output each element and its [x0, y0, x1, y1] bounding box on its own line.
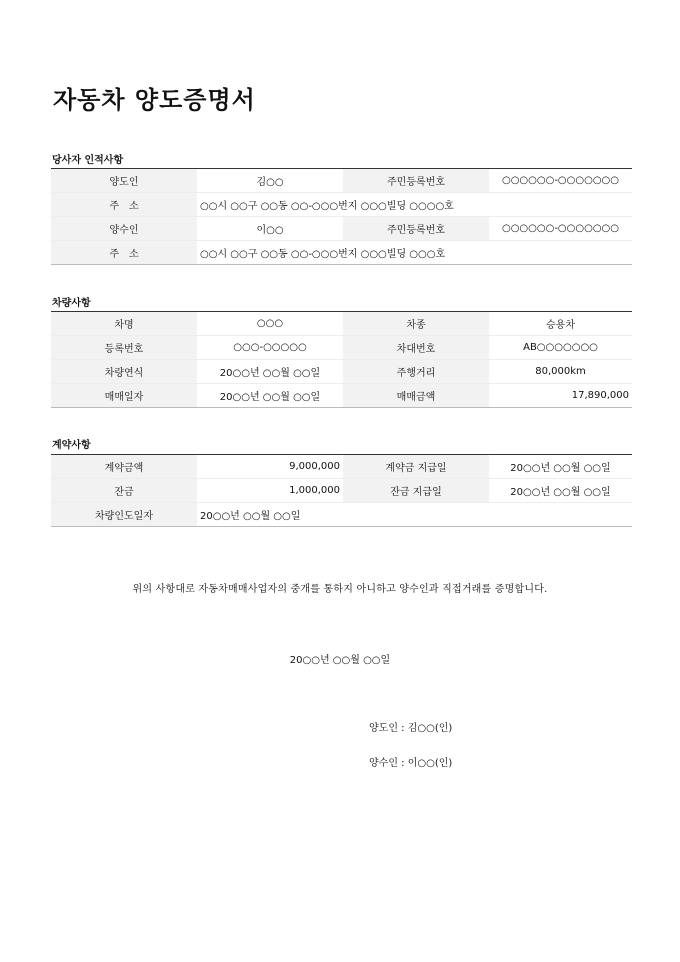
buyer-id: ○○○○○○-○○○○○○○ [489, 217, 632, 241]
balance: 1,000,000 [197, 479, 343, 503]
table-row [51, 193, 632, 217]
vehicle-type-label: 차종 [343, 312, 489, 336]
year-label: 차량연식 [51, 360, 197, 384]
contract-heading: 계약사항 [52, 440, 91, 451]
mileage: 80,000km [489, 360, 632, 384]
deposit: 9,000,000 [197, 455, 343, 479]
seller-address: ○○시 ○○구 ○○동 ○○-○○○번지 ○○○빌딩 ○○○○호 [197, 193, 632, 217]
sale-date: 20○○년 ○○월 ○○일 [219, 392, 321, 403]
buyer-label: 양수인 [51, 217, 197, 241]
table-row [51, 503, 632, 527]
delivery-date: 20○○년 ○○월 ○○일 [200, 511, 301, 522]
seller-signature: 양도인 : 김○○(인) [369, 723, 453, 734]
vehicle-type: 승용차 [489, 312, 632, 336]
sale-amount: 17,890,000 [571, 390, 629, 401]
deposit-date-label: 계약금 지급일 [343, 455, 489, 479]
parties-table [51, 168, 632, 265]
buyer-signature: 양수인 : 이○○(인) [369, 758, 453, 769]
table-row [51, 455, 632, 479]
vehicle-heading: 차량사항 [52, 298, 91, 309]
contract-table [51, 454, 632, 527]
reg-no-label: 등록번호 [51, 336, 197, 360]
table-row [51, 217, 632, 241]
seller-id: ○○○○○○-○○○○○○○ [489, 169, 632, 193]
seller-address-label: 주 소 [51, 193, 197, 217]
statement: 위의 사항대로 자동차매매사업자의 중개를 통하지 아니하고 양수인과 직접거래를 증명합니다. [132, 584, 548, 595]
table-row [51, 384, 632, 408]
parties-heading: 당사자 인적사항 [52, 155, 124, 166]
seller-name: 김○○ [197, 169, 343, 193]
year: 20○○년 ○○월 ○○일 [197, 360, 343, 384]
table-row [51, 479, 632, 503]
page-title: 자동차 양도증명서 [53, 86, 256, 114]
table-row [51, 360, 632, 384]
table-row [51, 169, 632, 193]
buyer-address: ○○시 ○○구 ○○동 ○○-○○○번지 ○○○빌딩 ○○○호 [200, 249, 446, 260]
balance-label: 잔금 [51, 479, 197, 503]
balance-date-label: 잔금 지급일 [343, 479, 489, 503]
sale-date-label: 매매일자 [51, 384, 197, 408]
vin-label: 차대번호 [343, 336, 489, 360]
vehicle-name-label: 차명 [51, 312, 197, 336]
table-row [51, 312, 632, 336]
seller-id-label: 주민등록번호 [343, 169, 489, 193]
balance-date: 20○○년 ○○월 ○○일 [489, 479, 632, 503]
seller-label: 양도인 [51, 169, 197, 193]
mileage-label: 주행거리 [343, 360, 489, 384]
delivery-label: 차량인도일자 [51, 503, 197, 527]
vehicle-table [51, 311, 632, 408]
deposit-date: 20○○년 ○○월 ○○일 [489, 455, 632, 479]
buyer-address-label: 주 소 [51, 241, 197, 265]
vehicle-name: ○○○ [197, 312, 343, 336]
table-row [51, 241, 632, 265]
buyer-name: 이○○ [197, 217, 343, 241]
vin: AB○○○○○○○ [489, 336, 632, 360]
sale-amount-label: 매매금액 [343, 384, 489, 408]
deposit-label: 계약금액 [51, 455, 197, 479]
document-date: 20○○년 ○○월 ○○일 [289, 655, 391, 666]
table-row [51, 336, 632, 360]
reg-no: ○○○-○○○○○ [197, 336, 343, 360]
buyer-id-label: 주민등록번호 [343, 217, 489, 241]
